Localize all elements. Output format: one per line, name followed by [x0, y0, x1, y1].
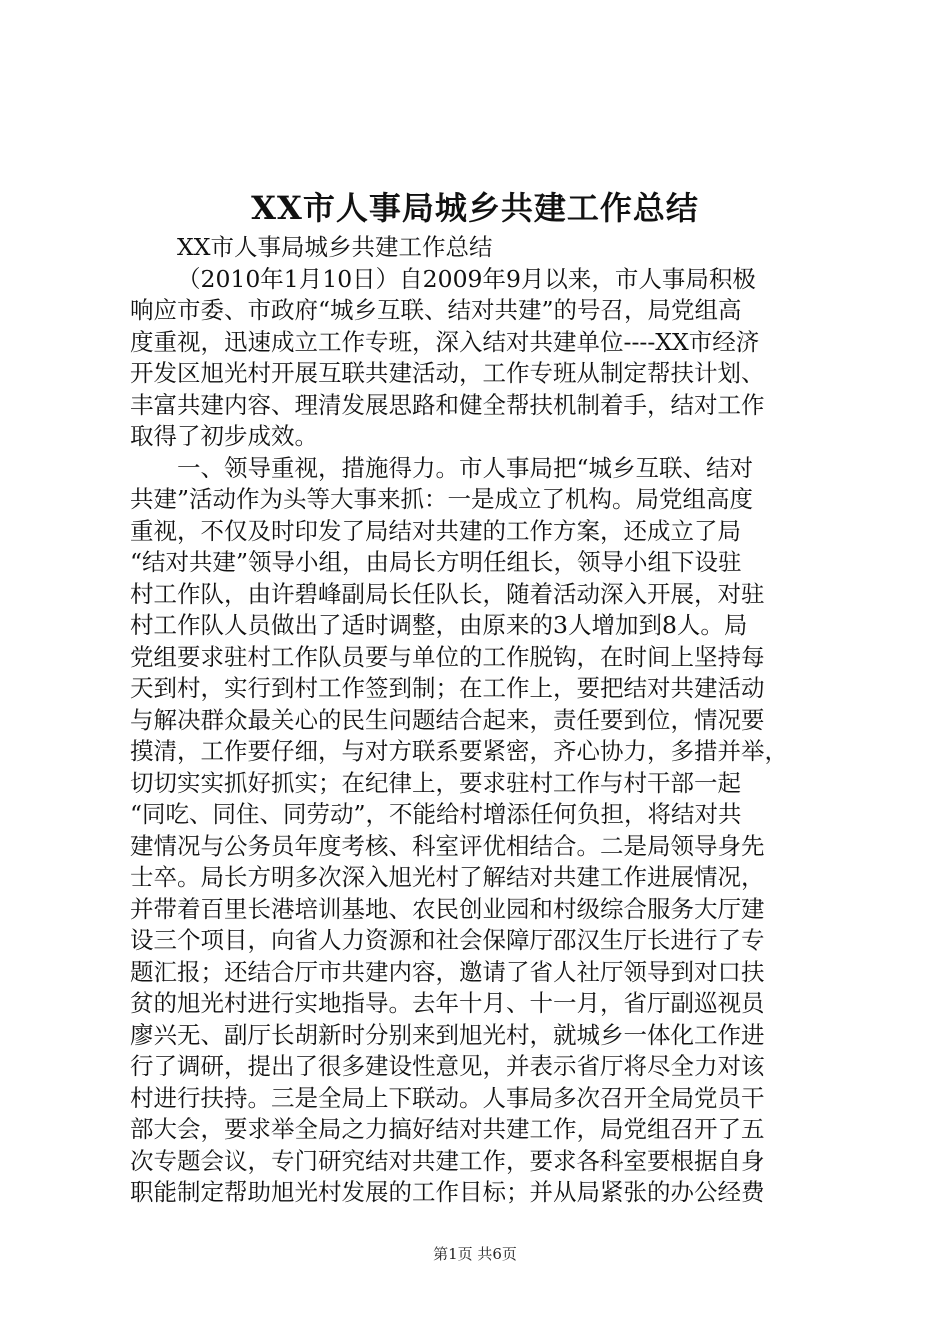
text-line: 开发区旭光村开展互联共建活动，工作专班从制定帮扶计划、 [130, 359, 765, 387]
text-line: 部大会，要求举全局之力搞好结对共建工作，局党组召开了五 [130, 1115, 765, 1143]
text-line: 设三个项目，向省人力资源和社会保障厅邵汉生厅长进行了专 [130, 926, 765, 954]
text-line: 取得了初步成效。 [130, 422, 318, 450]
text-line: 村工作队，由许碧峰副局长任队长，随着活动深入开展，对驻 [130, 579, 765, 608]
document-body [130, 232, 834, 1209]
text-line: 士卒。局长方明多次深入旭光村了解结对共建工作进展情况， [130, 863, 765, 891]
text-line: 响应市委、市政府“城乡互联、结对共建”的号召，局党组高 [130, 296, 742, 324]
document-title: XX市人事局城乡共建工作总结 [251, 189, 699, 227]
text-line: 廖兴无、副厅长胡新时分别来到旭光村，就城乡一体化工作进 [130, 1020, 765, 1049]
text-line: 重视，不仅及时印发了局结对共建的工作方案，还成立了局 [130, 516, 741, 545]
text-line: 共建”活动作为头等大事来抓：一是成立了机构。局党组高度 [130, 485, 754, 513]
text-line: 行了调研，提出了很多建设性意见，并表示省厅将尽全力对该 [130, 1052, 765, 1080]
text-line: 村工作队人员做出了适时调整，由原来的3人增加到8人。局 [130, 611, 748, 639]
text-line: 切切实实抓好抓实；在纪律上，要求驻村工作与村干部一起 [130, 768, 741, 797]
text-line: 建情况与公务员年度考核、科室评优相结合。二是局领导身先 [130, 831, 765, 860]
text-line: 贫的旭光村进行实地指导。去年十月、十一月，省厅副巡视员 [130, 989, 765, 1017]
text-line: 与解决群众最关心的民生问题结合起来，责任要到位，情况要 [130, 705, 765, 734]
text-line: 并带着百里长港培训基地、农民创业园和村级综合服务大厅建 [130, 894, 765, 923]
text-line: “结对共建”领导小组，由局长方明任组长，领导小组下设驻 [130, 548, 742, 576]
text-line: XX市人事局城乡共建工作总结 [177, 233, 493, 261]
text-line: 职能制定帮助旭光村发展的工作目标；并从局紧张的办公经费 [130, 1178, 765, 1206]
text-line: 摸清，工作要仔细，与对方联系要紧密，齐心协力，多措并举， [130, 737, 788, 765]
text-line: 一、领导重视，措施得力。市人事局把“城乡互联、结对 [177, 453, 754, 482]
text-line: 村进行扶持。三是全局上下联动。人事局多次召开全局党员干 [130, 1083, 765, 1112]
text-line: “同吃、同住、同劳动”，不能给村增添任何负担，将结对共 [130, 800, 742, 828]
text-line: 次专题会议，专门研究结对共建工作，要求各科室要根据自身 [130, 1146, 765, 1175]
page-footer [0, 1243, 950, 1265]
text-line: 丰富共建内容、理清发展思路和健全帮扶机制着手，结对工作 [130, 390, 765, 419]
text-line: 党组要求驻村工作队员要与单位的工作脱钩，在时间上坚持每 [130, 642, 765, 671]
page-number: 第1页 共6页 [433, 1245, 517, 1263]
text-line: 天到村，实行到村工作签到制；在工作上，要把结对共建活动 [130, 674, 765, 702]
text-line: 度重视，迅速成立工作专班，深入结对共建单位----XX市经济 [130, 327, 760, 356]
text-line: （2010年1月10日）自2009年9月以来，市人事局积极 [177, 264, 756, 293]
text-line: 题汇报；还结合厅市共建内容，邀请了省人社厅领导到对口扶 [130, 957, 765, 986]
